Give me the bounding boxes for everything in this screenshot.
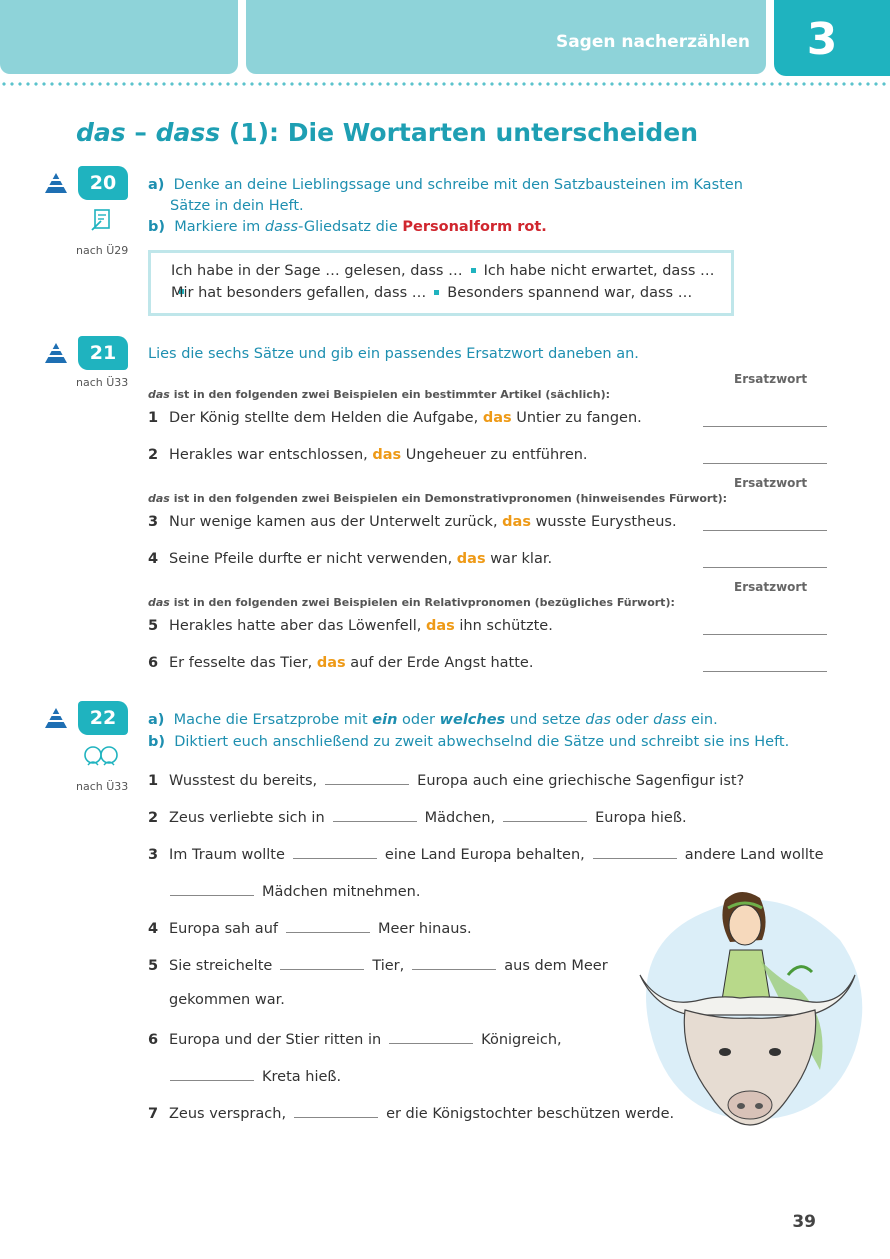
answer-line[interactable] <box>703 530 827 531</box>
header-tab-left <box>0 0 238 74</box>
answer-line[interactable] <box>703 567 827 568</box>
box-phrase: Mir hat besonders gefallen, dass … <box>171 285 427 301</box>
gap-input[interactable] <box>293 844 377 859</box>
sentence-21-2: 2 Herakles war entschlossen, das Ungeheuer zu entführen. <box>148 447 588 463</box>
sentence-21-1: 1 Der König stellte dem Helden die Aufgabe, das Untier zu fangen. <box>148 410 642 426</box>
sentence-22-4: 4 Europa sah auf Meer hinaus. <box>148 918 472 937</box>
europa-bull-illustration <box>630 880 870 1140</box>
sentence-22-7: 7 Zeus versprach, er die Königstochter beschützen werde. <box>148 1103 674 1122</box>
gap-input[interactable] <box>593 844 677 859</box>
chapter-badge: 3 <box>774 0 890 76</box>
write-in-notebook-icon <box>90 208 112 232</box>
ersatzwort-label: Ersatzwort <box>734 372 808 386</box>
exercise-reference: nach Ü33 <box>76 780 129 793</box>
sentence-21-4: 4 Seine Pfeile durfte er nicht verwenden, das war klar. <box>148 551 553 567</box>
task-20a: a) Denke an deine Lieblingssage und schreibe mit den Satzbausteinen im Kasten Sätze in dein Heft. <box>148 177 743 214</box>
exercise-reference: nach Ü29 <box>76 244 129 257</box>
gap-input[interactable] <box>503 807 587 822</box>
gap-input[interactable] <box>170 881 254 896</box>
box-phrase: Besonders spannend war, dass … <box>447 285 693 301</box>
sentence-21-3: 3 Nur wenige kamen aus der Unterwelt zurück, das wusste Eurystheus. <box>148 514 677 530</box>
sentence-22-6: 6 Europa und der Stier ritten in Königreich, <box>148 1029 562 1048</box>
sentence-22-6-cont: Kreta hieß. <box>162 1066 341 1085</box>
group-description: das ist in den folgenden zwei Beispielen ein bestimmter Artikel (sächlich): <box>148 388 610 401</box>
sentence-22-3: 3 Im Traum wollte eine Land Europa behalten, andere Land wollte <box>148 844 823 863</box>
sentence-22-2: 2 Zeus verliebte sich in Mädchen, Europa hieß. <box>148 807 687 826</box>
ersatzwort-label: Ersatzwort <box>734 580 808 594</box>
gap-input[interactable] <box>412 955 496 970</box>
exercise-number-22: 22 <box>78 701 128 735</box>
gap-input[interactable] <box>294 1103 378 1118</box>
sentence-builder-box <box>148 250 734 316</box>
difficulty-pyramid-icon <box>44 342 68 364</box>
group-description: das ist in den folgenden zwei Beispielen ein Relativpronomen (bezügliches Fürwort): <box>148 596 675 609</box>
task-22a: a) Mache die Ersatzprobe mit ein oder welches und setze das oder dass ein. <box>148 712 718 728</box>
gap-input[interactable] <box>170 1066 254 1081</box>
box-phrase: Ich habe nicht erwartet, dass … <box>483 263 715 279</box>
sentence-22-5-cont: gekommen war. <box>169 992 285 1008</box>
gap-input[interactable] <box>286 918 370 933</box>
page-title: das – dass (1): Die Wortarten unterscheiden <box>76 118 698 147</box>
section-title: Sagen nacherzählen <box>555 32 750 52</box>
exercise-number-21: 21 <box>78 336 128 370</box>
sentence-22-1: 1 Wusstest du bereits, Europa auch eine griechische Sagenfigur ist? <box>148 770 744 789</box>
difficulty-pyramid-icon <box>44 172 68 194</box>
gap-input[interactable] <box>389 1029 473 1044</box>
sentence-21-5: 5 Herakles hatte aber das Löwenfell, das ihn schützte. <box>148 618 553 634</box>
answer-line[interactable] <box>703 671 827 672</box>
sentence-22-3-cont: Mädchen mitnehmen. <box>162 881 420 900</box>
answer-line[interactable] <box>703 426 827 427</box>
dotted-divider <box>0 82 890 86</box>
exercise-number-20: 20 <box>78 166 128 200</box>
answer-line[interactable] <box>703 463 827 464</box>
group-description: das ist in den folgenden zwei Beispielen ein Demonstrativpronomen (hinweisendes Fürwort): <box>148 492 728 505</box>
difficulty-pyramid-icon <box>44 707 68 729</box>
gap-input[interactable] <box>280 955 364 970</box>
partner-work-icon <box>82 745 120 767</box>
task-22b: b) Diktiert euch anschließend zu zweit abwechselnd die Sätze und schreibt sie ins Heft. <box>148 734 790 750</box>
sentence-22-5: 5 Sie streichelte Tier, aus dem Meer <box>148 955 608 974</box>
task-20b: b) Markiere im dass-Gliedsatz die Personalform rot. <box>148 219 547 235</box>
exercise-reference: nach Ü33 <box>76 376 129 389</box>
gap-input[interactable] <box>325 770 409 785</box>
box-phrase: Ich habe in der Sage … gelesen, dass … <box>171 263 463 279</box>
sentence-21-6: 6 Er fesselte das Tier, das auf der Erde Angst hatte. <box>148 655 534 671</box>
ersatzwort-label: Ersatzwort <box>734 476 808 490</box>
gap-input[interactable] <box>333 807 417 822</box>
page-number: 39 <box>792 1212 816 1232</box>
task-21-instruction: Lies die sechs Sätze und gib ein passendes Ersatzwort daneben an. <box>148 346 639 362</box>
answer-line[interactable] <box>703 634 827 635</box>
